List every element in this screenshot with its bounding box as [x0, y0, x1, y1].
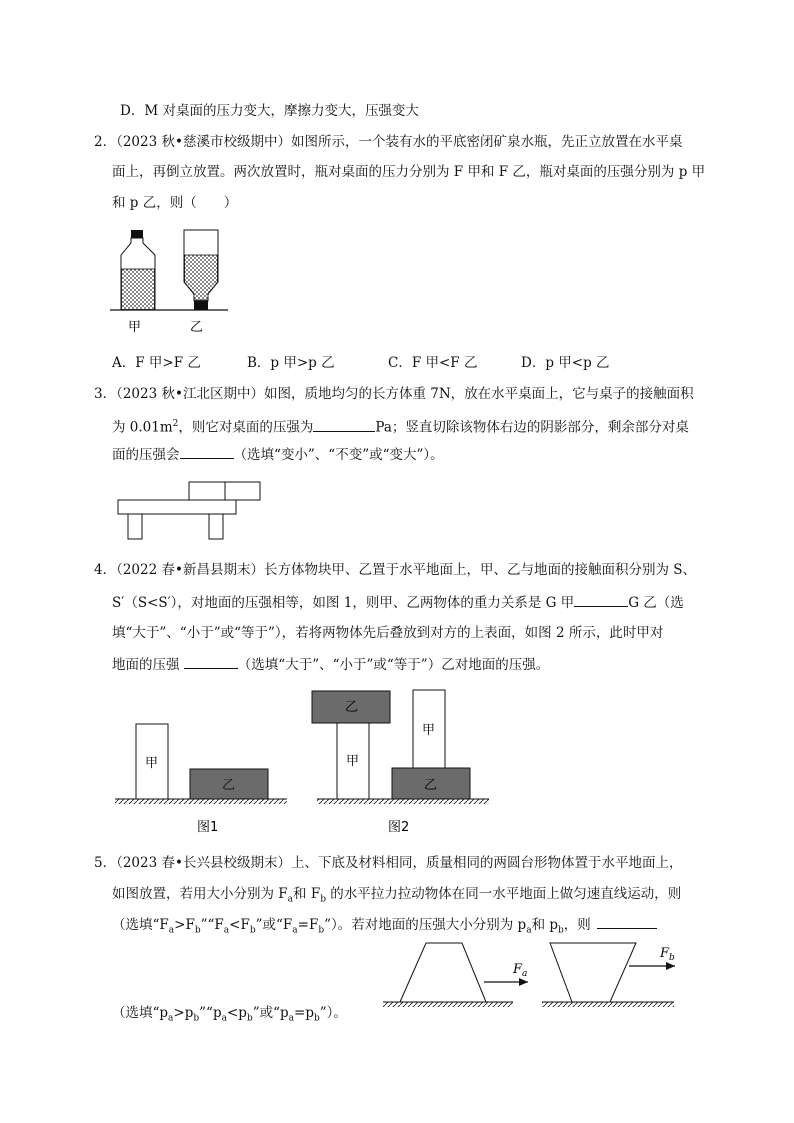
label-yi-bottom: 乙 [424, 778, 438, 793]
q3-blank2[interactable] [180, 444, 234, 459]
block-right [225, 482, 260, 500]
label-jia-bottom: 甲 [346, 754, 360, 769]
q2-option-b: B．p 甲>p 乙 [247, 355, 335, 371]
q4-line2: S′（S<S′），对地面的压强相等，如图 1，则甲、乙两物体的重力关系是 G 甲 G 乙（选 [112, 592, 684, 613]
upright-bottle [121, 230, 155, 310]
q2-option-a: A．F 甲>F 乙 [112, 355, 201, 371]
q5-line3: （选填“$F_a>F_b”“F_a<F_b$”或“$F_a=F_b$”）。若对地面的压强大小分别为 $p_a$和 $p_b$，则 [112, 914, 657, 941]
q3-line3: 面的压强会 （选填“变小”、“不变”或“变大”）。 [112, 444, 444, 465]
force-a-label: $F_a$ [513, 962, 528, 979]
fig2-caption: 图2 [388, 820, 410, 835]
q4-line4: 地面的压强 （选填“大于”、“小于”或“等于”）乙对地面的压强。 [112, 654, 549, 675]
figure-2 [312, 690, 489, 835]
q5-blank2[interactable] [597, 914, 657, 929]
q2-line1: 2．（2023 秋•慈溪市校级期中）如图所示，一个装有水的平底密闭矿泉水瓶，先正立放置在水平桌 [94, 134, 683, 150]
label-jia: 甲 [128, 320, 142, 335]
q2-line3: 和 p 乙，则（ ） [112, 195, 238, 211]
label-jia-top: 甲 [422, 723, 436, 738]
figure-1 [115, 724, 287, 835]
q1-option-d: D．M 对桌面的压力变大，摩擦力变大，压强变大 [120, 103, 419, 119]
frustum-b [542, 943, 675, 1007]
q4-blank1[interactable] [574, 592, 628, 607]
q2-option-c: C．F 甲<F 乙 [388, 355, 478, 371]
q4-line3: 填“大于”、“小于”或“等于”），若将两物体先后叠放到对方的上表面，如图 2 所示，此时甲对 [112, 625, 664, 641]
table-leg-left [128, 514, 142, 539]
label-yi-top: 乙 [345, 700, 359, 715]
q5-line4: （选填“$p_a>p_b”“p_a<p_b$”或“$p_a=p_b$”）。 [112, 1005, 347, 1024]
force-b-label: $F_b$ [660, 946, 675, 963]
q3-line1: 3．（2023 秋•江北区期中）如图，质地均匀的长方体重 7N，放在水平桌面上，它与桌子的接触面积 [94, 386, 694, 402]
q4-blank2[interactable] [184, 654, 238, 669]
q2-option-d: D．p 甲<p 乙 [521, 355, 610, 371]
label-jia: 甲 [145, 756, 159, 771]
q5-line1: 5．（2023 春•长兴县校级期末）上、下底及材料相同，质量相同的两圆台形物体置于水平地面上， [94, 855, 683, 871]
q5-frustum-figure [380, 935, 680, 1015]
block-left [189, 482, 225, 500]
q3-blank1[interactable] [313, 417, 375, 432]
q2-bottles-figure [110, 225, 240, 345]
q4-figures [112, 686, 502, 836]
q5-line2: 如图放置，若用大小分别为 $F_a$和 $F_b$ 的水平拉力拉动物体在同一水平地面上做匀速直线运动，则 [112, 886, 682, 905]
q4-line1: 4．（2022 春•新昌县期末）长方体物块甲、乙置于水平地面上，甲、乙与地面的接触面积分别为 S、 [94, 562, 696, 578]
inverted-bottle [184, 230, 218, 310]
q3-table-figure [115, 480, 265, 542]
label-yi: 乙 [222, 778, 236, 793]
label-yi: 乙 [190, 320, 204, 335]
frustum-a [383, 943, 528, 1007]
fig1-caption: 图1 [197, 820, 219, 835]
table-leg-right [209, 514, 223, 539]
table-top [118, 500, 236, 514]
q3-line2: 为 $0.01m^2$，则它对桌面的压强为 Pa；竖直切除该物体右边的阴影部分，剩余部分对桌 [112, 414, 689, 438]
q2-line2: 面上，再倒立放置。两次放置时，瓶对桌面的压力分别为 F 甲和 F 乙，瓶对桌面的压强分别为 p 甲 [112, 164, 706, 180]
